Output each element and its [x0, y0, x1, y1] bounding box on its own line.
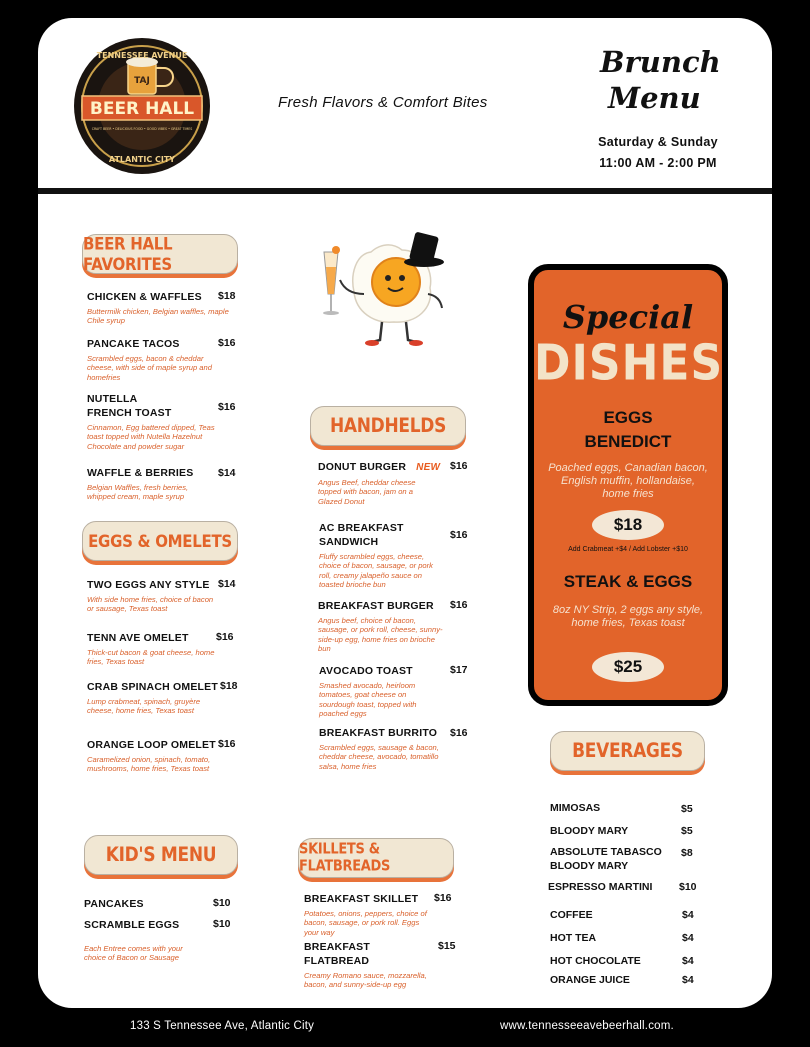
dish-name-line: BENEDICT — [584, 432, 672, 451]
menu-item — [304, 892, 432, 937]
item-price: $14 — [218, 578, 236, 590]
menu-item — [87, 738, 217, 774]
item-name: DONUT BURGER — [318, 461, 407, 473]
section-title: BEVERAGES — [572, 739, 683, 763]
kids-item-name: PANCAKES — [84, 898, 144, 910]
item-name: CRAB SPINACH OMELET — [87, 681, 218, 693]
beverage-price: $4 — [682, 932, 694, 944]
item-desc: Scrambled eggs, sausage & bacon, cheddar cheese, avocado, tomatillo salsa, home fries — [319, 743, 439, 771]
beverage-name: BLOODY MARY — [550, 825, 629, 837]
special-dish-2-desc: 8oz NY Strip, 2 eggs any style, home fries, Texas toast — [552, 604, 704, 629]
logo-bottom-text: ATLANTIC CITY — [108, 155, 176, 164]
beverage-name: HOT CHOCOLATE — [550, 955, 641, 967]
special-dish-1-desc: Poached eggs, Canadian bacon, English muffin, hollandaise, home fries — [548, 462, 708, 500]
menu-card — [38, 18, 772, 1008]
item-name: ORANGE LOOP OMELET — [87, 739, 216, 751]
item-price: $18 — [220, 680, 238, 692]
section-header-handhelds — [310, 406, 466, 446]
service-time: 11:00 AM - 2:00 PM — [599, 156, 717, 170]
section-title: SKILLETS & FLATBREADS — [299, 840, 391, 876]
item-desc: Scrambled eggs, bacon & cheddar cheese, with side of maple syrup and homefries — [87, 354, 212, 382]
new-badge: NEW — [416, 462, 441, 473]
item-name: BREAKFAST BURGER — [318, 600, 434, 612]
item-price: $16 — [450, 599, 468, 611]
menu-item — [87, 466, 217, 502]
logo-mug-text: TAJ — [134, 76, 150, 86]
item-name: NUTELLA FRENCH TOAST — [87, 393, 172, 419]
item-price: $16 — [218, 337, 236, 349]
section-title: BEER HALL FAVORITES — [83, 233, 173, 275]
footer-address: 133 S Tennessee Ave, Atlantic City — [130, 1020, 315, 1032]
item-name: TWO EGGS ANY STYLE — [87, 579, 210, 591]
item-name: BREAKFAST SKILLET — [304, 893, 419, 905]
beverage-name: MIMOSAS — [550, 802, 601, 814]
item-desc: Potatoes, onions, peppers, choice of bacon, sausage, or pork roll. Eggs your way — [304, 909, 427, 937]
special-dish-1-name — [534, 406, 722, 454]
service-days: Saturday & Sunday — [598, 135, 718, 149]
item-desc: Buttermilk chicken, Belgian waffles, maple Chile syrup — [87, 307, 229, 326]
mimosa-glass-icon — [323, 246, 340, 315]
special-dish-1-addons: Add Crabmeat +$4 / Add Lobster +$10 — [568, 546, 688, 553]
special-dish-2-name: STEAK & EGGS — [563, 572, 693, 591]
item-desc: Thick-cut bacon & goat cheese, home fries, Texas toast — [87, 648, 215, 667]
beverage-price: $5 — [681, 825, 693, 837]
item-price: $16 — [450, 529, 468, 541]
section-header-skillets — [298, 838, 454, 878]
title-line-1: Brunch — [600, 45, 721, 79]
beer-hall-logo — [72, 36, 212, 176]
beverage-price: $8 — [681, 847, 693, 859]
service-hours — [578, 132, 738, 174]
item-price: $16 — [218, 401, 236, 413]
footer-website[interactable]: www.tennesseeavebeerhall.com. — [500, 1020, 674, 1032]
item-price: $15 — [438, 940, 456, 952]
item-price: $10 — [213, 918, 231, 930]
header-divider — [38, 188, 772, 194]
kids-item-name: SCRAMBLE EGGS — [84, 919, 180, 931]
item-desc: Belgian Waffles, fresh berries, whipped cream, maple syrup — [87, 483, 189, 502]
top-hat-icon — [404, 232, 444, 267]
beverage-name: ORANGE JUICE — [550, 974, 630, 986]
item-price: $16 — [450, 727, 468, 739]
section-header-beverages — [550, 731, 705, 771]
menu-item — [319, 521, 447, 590]
item-desc: Angus Beef, cheddar cheese topped with bacon, jam on a Glazed Donut — [318, 478, 416, 506]
menu-item — [87, 631, 217, 667]
logo-sub-text: CRAFT BEER • DELICIOUS FOOD • GOOD VIBES • GREAT TIMES — [91, 127, 193, 131]
menu-item — [304, 940, 434, 990]
item-desc: Smashed avocado, heirloom tomatoes, goat cheese on sourdough toast, topped with poached eggs — [319, 681, 417, 719]
item-name: PANCAKE TACOS — [87, 338, 180, 350]
section-title: EGGS & OMELETS — [88, 530, 232, 552]
special-dish-1-price: $18 — [592, 510, 664, 540]
beverage-price: $4 — [682, 909, 694, 921]
item-name: WAFFLE & BERRIES — [87, 467, 194, 479]
item-price: $16 — [450, 460, 468, 472]
menu-item — [87, 392, 217, 451]
item-desc: With side home fries, choice of bacon or sausage, Texas toast — [87, 595, 214, 614]
item-name: BREAKFAST FLATBREAD — [304, 941, 370, 967]
menu-item — [319, 664, 443, 719]
menu-item — [87, 290, 237, 326]
menu-item — [87, 337, 217, 382]
item-name: BREAKFAST BURRITO — [319, 727, 438, 739]
menu-item — [319, 726, 449, 771]
egg-mascot-icon — [316, 212, 466, 360]
beverage-name: ABSOLUTE TABASCO BLOODY MARY — [550, 846, 662, 872]
item-name: AC BREAKFAST SANDWICH — [319, 522, 404, 548]
logo-top-text: TENNESSEE AVENUE — [96, 51, 188, 60]
item-desc: Caramelized onion, spinach, tomato, mushrooms, home fries, Texas toast — [87, 755, 211, 774]
item-price: $17 — [450, 664, 468, 676]
beverage-name: HOT TEA — [550, 932, 597, 944]
beverage-price: $4 — [682, 955, 694, 967]
item-price: $16 — [216, 631, 234, 643]
section-title: HANDHELDS — [329, 414, 447, 438]
special-title: DISHES — [534, 334, 724, 393]
beverage-price: $5 — [681, 803, 693, 815]
beverage-name: ESPRESSO MARTINI — [548, 881, 653, 893]
item-desc: Cinnamon, Egg battered dipped, Teas toast topped with Nutella Hazelnut Chocolate and powder sugar — [87, 423, 215, 451]
item-price: $10 — [213, 897, 231, 909]
item-price: $14 — [218, 467, 236, 479]
item-price: $18 — [218, 290, 236, 302]
item-price: $16 — [218, 738, 236, 750]
item-price: $16 — [434, 892, 452, 904]
special-dish-2-price: $25 — [592, 652, 664, 682]
special-dishes-panel — [528, 264, 728, 706]
tagline: Fresh Flavors & Comfort Bites — [278, 94, 488, 111]
item-desc: Creamy Romano sauce, mozzarella, bacon, and sunny-side-up egg — [304, 971, 427, 990]
item-name: TENN AVE OMELET — [87, 632, 189, 644]
dish-name-line: EGGS — [603, 408, 653, 427]
item-desc: Angus beef, choice of bacon, sausage, or pork roll, cheese, sunny-side-up egg, home fries on brioche bun — [318, 616, 443, 654]
item-name: CHICKEN & WAFFLES — [87, 291, 202, 303]
section-title: KID'S MENU — [105, 843, 217, 867]
special-script: Special — [562, 298, 694, 336]
section-header-kids — [84, 835, 238, 875]
title-line-2: Menu — [608, 81, 701, 115]
kids-note: Each Entree comes with your choice of Bacon or Sausage — [84, 944, 183, 963]
menu-item — [318, 599, 446, 654]
item-desc: Lump crabmeat, spinach, gruyère cheese, home fries, Texas toast — [87, 697, 201, 716]
page-title — [586, 44, 756, 116]
beverage-name: COFFEE — [550, 909, 593, 921]
beverage-price: $10 — [679, 881, 697, 893]
beverage-price: $4 — [682, 974, 694, 986]
section-header-eggs — [82, 521, 238, 561]
item-desc: Fluffy scrambled eggs, cheese, choice of bacon, sausage, or pork roll, creamy jalapeño sauce on toasted brioche bun — [319, 552, 433, 590]
item-name: AVOCADO TOAST — [319, 665, 413, 677]
section-header-favorites — [82, 234, 238, 274]
logo-main-text: BEER HALL — [89, 99, 195, 119]
menu-item — [87, 680, 227, 716]
menu-item — [87, 578, 237, 614]
menu-item — [318, 460, 448, 506]
